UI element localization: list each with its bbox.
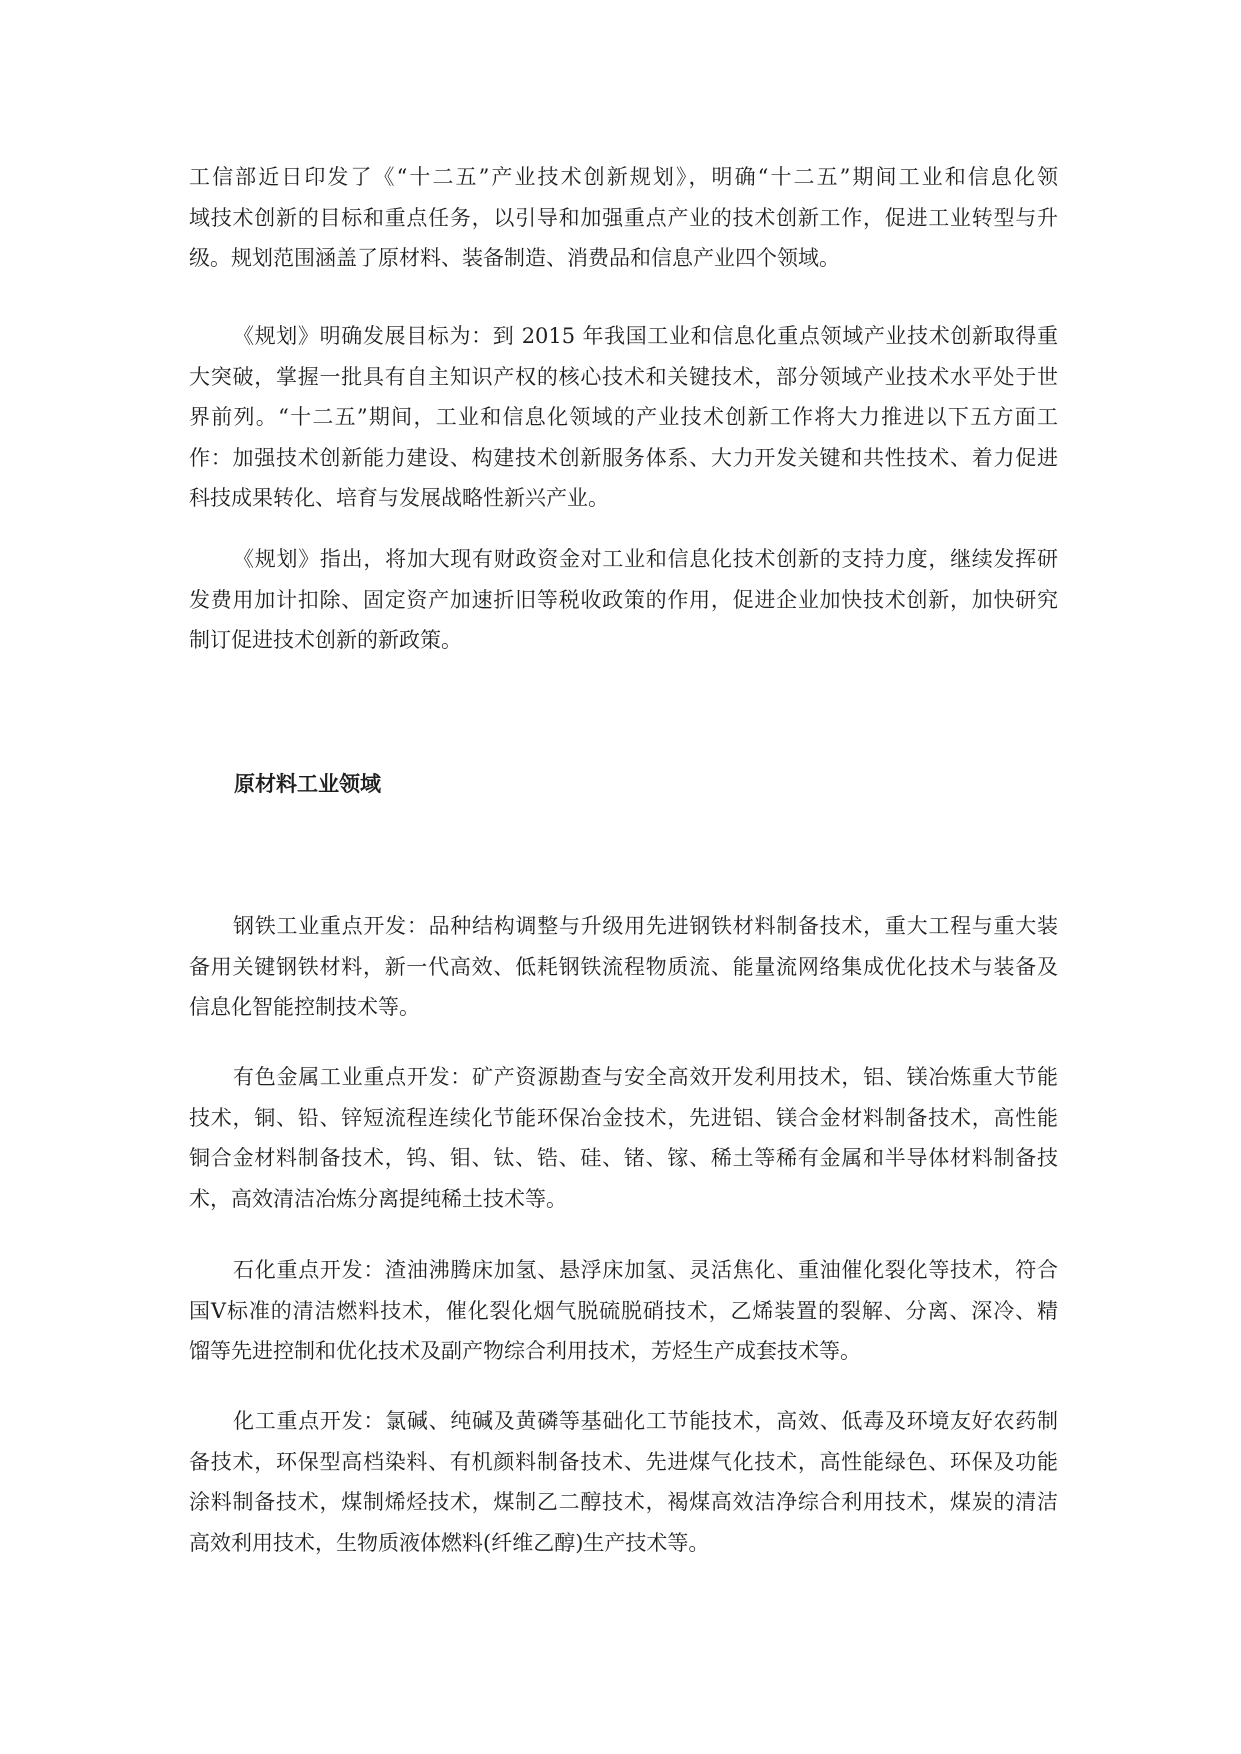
text-line: 化工重点开发：氯碱、纯碱及黄磷等基础化工节能技术，高效、低毒及环境友好农药制 [233,1409,1058,1433]
text-line: 铜合金材料制备技术，钨、钼、钛、锆、硅、锗、镓、稀土等稀有金属和半导体材料制备技 [189,1146,1058,1170]
section-paragraph-nonferrous [189,1057,1058,1219]
text-line: 制订促进技术创新的新政策。 [189,628,462,652]
text-line: 界前列。“十二五”期间，工业和信息化领域的产业技术创新工作将大力推进以下五方面工 [189,405,1058,429]
text-line: 《规划》明确发展目标为：到 2015 年我国工业和信息化重点领域产业技术创新取得重 [233,324,1058,348]
text-line: 域技术创新的目标和重点任务，以引导和加强重点产业的技术创新工作，促进工业转型与升 [189,205,1058,230]
text-line: 作：加强技术创新能力建设、构建技术创新服务体系、大力开发关键和共性技术、着力促进 [189,445,1058,470]
text-line: 石化重点开发：渣油沸腾床加氢、悬浮床加氢、灵活焦化、重油催化裂化等技术，符合 [233,1258,1058,1282]
section-paragraph-steel [189,906,1058,1028]
text-line: 有色金属工业重点开发：矿产资源勘查与安全高效开发利用技术，铝、镁冶炼重大节能 [233,1065,1058,1089]
text-line: 备技术，环保型高档染料、有机颜料制备技术、先进煤气化技术，高性能绿色、环保及功能 [189,1449,1058,1474]
section-heading: 原材料工业领域 [234,772,381,796]
text-line: 术，高效清洁冶炼分离提纯稀土技术等。 [189,1186,567,1211]
text-line: 国Ⅴ标准的清洁燃料技术，催化裂化烟气脱硫脱硝技术，乙烯装置的裂解、分离、深冷、精 [189,1298,1058,1323]
text-line: 工信部近日印发了《“十二五”产业技术创新规划》，明确“十二五”期间工业和信息化领 [189,165,1058,189]
text-line: 级。规划范围涵盖了原材料、装备制造、消费品和信息产业四个领域。 [189,246,840,270]
section-paragraph-petrochemical [189,1250,1058,1372]
text-line: 高效利用技术，生物质液体燃料(纤维乙醇)生产技术等。 [189,1530,710,1555]
text-line: 备用关键钢铁材料，新一代高效、低耗钢铁流程物质流、能量流网络集成优化技术与装备及 [189,954,1058,979]
text-line: 技术，铜、铅、锌短流程连续化节能环保冶金技术，先进铝、镁合金材料制备技术，高性能 [189,1105,1058,1130]
text-line: 发费用加计扣除、固定资产加速折旧等税收政策的作用，促进企业加快技术创新，加快研究 [189,587,1058,612]
intro-paragraph-2 [189,316,1058,519]
text-line: 馏等先进控制和优化技术及副产物综合利用技术，芳烃生产成套技术等。 [189,1339,861,1363]
text-line: 信息化智能控制技术等。 [189,995,420,1019]
section-paragraph-chemical [189,1401,1058,1563]
text-line: 《规划》指出，将加大现有财政资金对工业和信息化技术创新的支持力度，继续发挥研 [233,547,1058,571]
text-line: 涂料制备技术，煤制烯烃技术，煤制乙二醇技术，褐煤高效洁净综合利用技术，煤炭的清洁 [189,1490,1058,1514]
text-line: 大突破，掌握一批具有自主知识产权的核心技术和关键技术，部分领域产业技术水平处于世 [189,364,1058,389]
text-line: 钢铁工业重点开发：品种结构调整与升级用先进钢铁材料制备技术，重大工程与重大装 [233,914,1058,938]
text-line: 科技成果转化、培育与发展战略性新兴产业。 [189,486,609,510]
intro-paragraph-3 [189,539,1058,661]
intro-paragraph-1 [189,157,1058,279]
